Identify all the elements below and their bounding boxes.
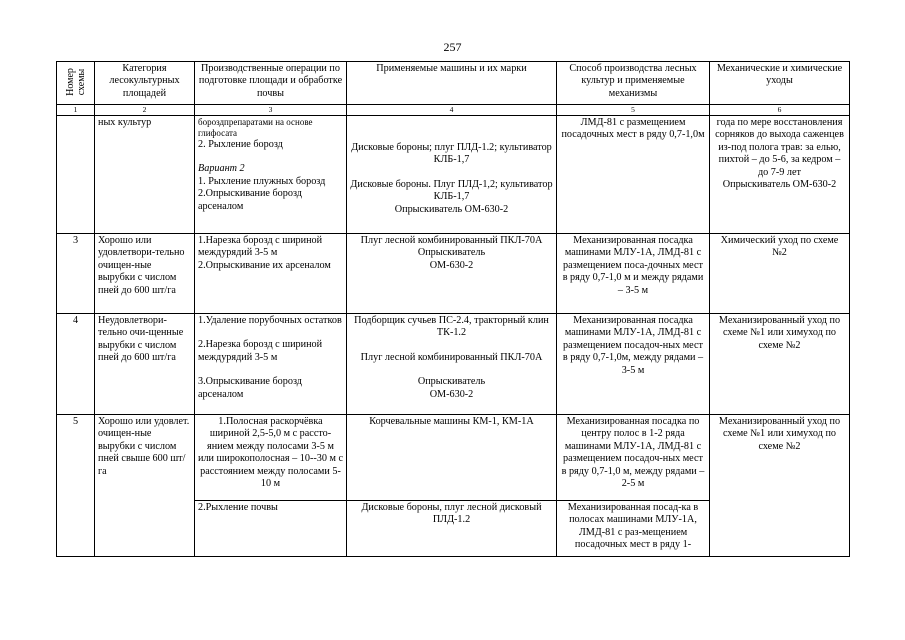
header-area-category: Категория лесокультурных площадей <box>95 62 195 105</box>
operations-cell: 1.Удаление порубочных остатков 2.Нарезка борозд с шириной междурядий 3-5 м 3.Опрыскивание борозд арсеналом <box>195 314 347 415</box>
scheme-number-cell: 4 <box>57 314 95 415</box>
header-machines: Применяемые машины и их марки <box>347 62 557 105</box>
table-row-scheme-3 <box>57 234 850 314</box>
operations-cell: 1.Полосная раскорчёвка шириной 2,5-5,0 м с рассто-янием между полосами 3-5 м или широкополосная – 10--30 м с расстоянием между полосами 5-10 м <box>195 415 347 501</box>
method-cell: Механизированная посадка машинами МЛУ-1А, ЛМД-81 с размещением посадоч-ных мест в ряду 0,7-1,0м, между рядами – 3-5 м <box>557 314 710 415</box>
machines-cell: Дисковые бороны, плуг лесной дисковый ПЛД-1.2 <box>347 501 557 557</box>
column-number: 1 <box>57 105 95 116</box>
column-number: 3 <box>195 105 347 116</box>
column-number: 6 <box>710 105 850 116</box>
method-cell: Механизированная посадка машинами МЛУ-1А, ЛМД-81 с размещением поса-дочных мест в ряду 0,7-1,0 м и между рядами – 3-5 м <box>557 234 710 314</box>
header-operations: Производственные операции по подготовке площади и обработке почвы <box>195 62 347 105</box>
column-number: 4 <box>347 105 557 116</box>
machines-cell: Плуг лесной комбинированный ПКЛ-70А Опрыскиватель ОМ-630-2 <box>347 234 557 314</box>
method-cell: ЛМД-81 с размещением посадочных мест в ряду 0,7-1,0м <box>557 116 710 234</box>
page-number: 257 <box>443 40 462 54</box>
area-category-cell: Неудовлетвори-тельно очи-щенные вырубки с числом пней до 600 шт/га <box>95 314 195 415</box>
forestry-operations-table <box>56 61 850 557</box>
care-cell: года по мере восстановления сорняков до выхода саженцев из-под полога трав: за елью, пихтой – до 5-6, за кедром – до 7-9 лет Опрыскиватель ОМ-630-2 <box>710 116 850 234</box>
area-category-cell: Хорошо или удовлет. очищен-ные вырубки с числом пней свыше 600 шт/га <box>95 415 195 557</box>
column-number: 5 <box>557 105 710 116</box>
area-category-cell: ных культур <box>95 116 195 234</box>
column-number: 2 <box>95 105 195 116</box>
operations-cell: 2.Рыхление почвы <box>195 501 347 557</box>
operations-cell: 1.Нарезка борозд с шириной междурядий 3-5 м 2.Опрыскивание их арсеналом <box>195 234 347 314</box>
scheme-number-cell: 5 <box>57 415 95 557</box>
area-category-cell: Хорошо или удовлетвори-тельно очищен-ные вырубки с числом пней до 600 шт/га <box>95 234 195 314</box>
machines-cell: Корчевальные машины КМ-1, КМ-1А <box>347 415 557 501</box>
scheme-number-cell: 3 <box>57 234 95 314</box>
table-row-scheme-5 <box>57 415 850 501</box>
table-row-scheme-4 <box>57 314 850 415</box>
care-cell: Механизированный уход по схеме №1 или химуход по схеме №2 <box>710 415 850 557</box>
machines-cell: Подборщик сучьев ПС-2.4, тракторный клин ТК-1.2 Плуг лесной комбинированный ПКЛ-70А Опрыскиватель ОМ-630-2 <box>347 314 557 415</box>
table-header-row <box>57 62 850 105</box>
care-cell: Химический уход по схеме №2 <box>710 234 850 314</box>
column-number-row <box>57 105 850 116</box>
machines-cell: Дисковые бороны; плуг ПЛД-1.2; культиватор КЛБ-1,7 Дисковые бороны. Плуг ПЛД-1,2; культиватор КЛБ-1,7 Опрыскиватель ОМ-630-2 <box>347 116 557 234</box>
header-method: Способ производства лесных культур и применяемые механизмы <box>557 62 710 105</box>
header-care: Механические и химические уходы <box>710 62 850 105</box>
header-scheme-number: Номер схемы <box>57 62 95 105</box>
table-row-continued <box>57 116 850 234</box>
method-cell: Механизированная посадка по центру полос в 1-2 ряда машинами МЛУ-1А, ЛМД-81 с размещением посадоч-ных мест в ряду 0,7-1,0 м, между рядами – 2-5 м <box>557 415 710 501</box>
method-cell: Механизированная посад-ка в полосах машинами МЛУ-1А, ЛМД-81 с раз-мещением посадочных мест в ряду 1- <box>557 501 710 557</box>
operations-cell: бороздпрепаратами на основе глифосата 2. Рыхление борозд Вариант 2 1. Рыхление плужных борозд 2.Опрыскивание борозд арсеналом <box>195 116 347 234</box>
care-cell: Механизированный уход по схеме №1 или химуход по схеме №2 <box>710 314 850 415</box>
scheme-number-cell <box>57 116 95 234</box>
